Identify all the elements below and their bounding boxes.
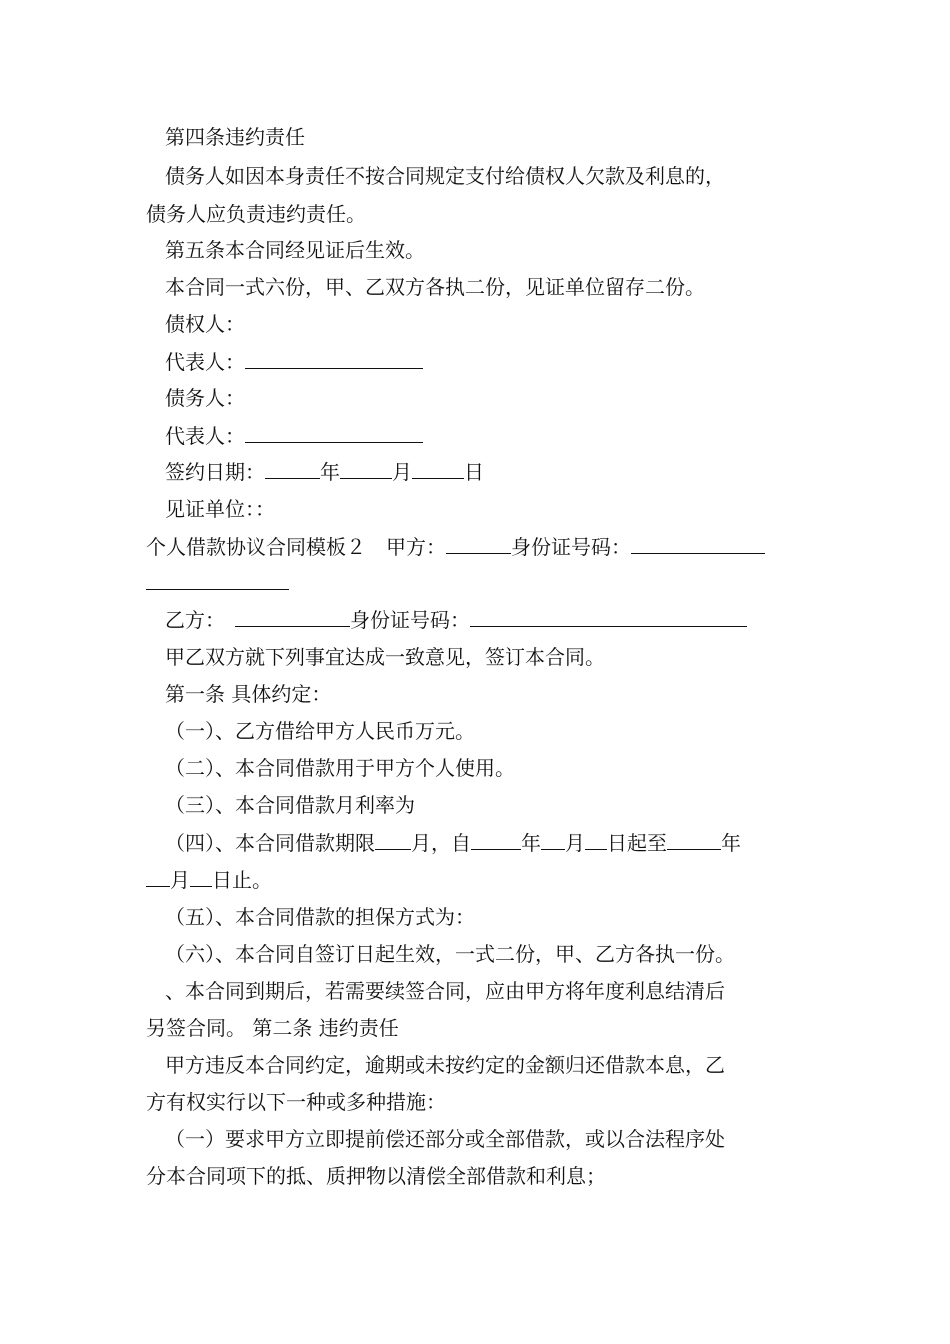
clause-1: （一）、乙方借给甲方人民币万元。 <box>165 719 475 743</box>
start-year-blank <box>471 827 521 850</box>
representative-label: 代表人： <box>165 350 245 374</box>
paragraph-line: 、本合同到期后，若需要续签合同，应由甲方将年度利息结清后 <box>165 979 725 1003</box>
article-1-heading: 第一条 具体约定： <box>165 682 332 706</box>
until-label: 日起至 <box>607 831 667 855</box>
paragraph-line: 甲乙双方就下列事宜达成一致意见，签订本合同。 <box>165 645 605 669</box>
clause-3: （三）、本合同借款月利率为 <box>165 793 415 817</box>
clause-5: （五）、本合同借款的担保方式为： <box>165 905 475 929</box>
template-2-title-line <box>146 531 810 561</box>
id-blank-continuation <box>146 567 810 597</box>
remedy-1: （一）要求甲方立即提前偿还部分或全部借款，或以合法程序处 <box>165 1127 725 1151</box>
paragraph-line: 本合同一式六份，甲、乙双方各执二份，见证单位留存二份。 <box>165 275 705 299</box>
day-blank <box>412 456 464 479</box>
clause-2: （二）、本合同借款用于甲方个人使用。 <box>165 756 515 780</box>
party-b-line <box>165 604 810 634</box>
year-label: 年 <box>320 460 340 484</box>
template-title: 个人借款协议合同模板２ 甲方： <box>146 535 446 559</box>
witness-unit-label: 见证单位：： <box>165 497 275 521</box>
paragraph-line: 方有权实行以下一种或多种措施： <box>146 1090 446 1114</box>
party-a-id-blank <box>631 531 765 554</box>
clause-6: （六）、本合同自签订日起生效，一式二份，甲、乙方各执一份。 <box>165 942 735 966</box>
clause-4 <box>165 827 810 857</box>
month-blank <box>340 456 392 479</box>
article-5-heading: 第五条本合同经见证后生效。 <box>165 238 425 262</box>
signing-date-label: 签约日期： <box>165 460 265 484</box>
article-4-heading: 第四条违约责任 <box>165 125 305 149</box>
month-label: 月 <box>392 460 412 484</box>
id-number-label: 身份证号码： <box>511 535 631 559</box>
month-label: 月 <box>565 831 585 855</box>
year-blank <box>265 456 320 479</box>
term-months-blank <box>375 827 411 850</box>
end-day-blank <box>190 864 212 887</box>
year-label: 年 <box>521 831 541 855</box>
party-a-id-blank-continued <box>146 567 289 590</box>
party-b-label: 乙方： <box>165 608 215 632</box>
representative-label: 代表人： <box>165 424 245 448</box>
debtor-label: 债务人： <box>165 386 245 410</box>
id-number-label: 身份证号码： <box>350 608 470 632</box>
end-label: 日止。 <box>212 868 272 892</box>
party-a-name-blank <box>446 531 511 554</box>
article-2-heading-line: 另签合同。 第二条 违约责任 <box>146 1016 399 1040</box>
year-label: 年 <box>721 831 741 855</box>
creditor-representative-line <box>165 346 810 376</box>
start-day-blank <box>585 827 607 850</box>
signature-blank <box>245 346 423 369</box>
paragraph-line: 债务人应负责违约责任。 <box>146 202 366 226</box>
paragraph-line: 甲方违反本合同约定，逾期或未按约定的金额归还借款本息，乙 <box>165 1053 725 1077</box>
creditor-label: 债权人： <box>165 312 245 336</box>
from-label: 月，自 <box>411 831 471 855</box>
term-label: （四）、本合同借款期限 <box>165 831 375 855</box>
party-b-name-blank <box>235 604 350 627</box>
month-label: 月 <box>170 868 190 892</box>
paragraph-line: 债务人如因本身责任不按合同规定支付给债权人欠款及利息的， <box>165 164 725 188</box>
paragraph-line: 分本合同项下的抵、质押物以清偿全部借款和利息； <box>146 1164 606 1188</box>
party-b-id-blank <box>470 604 747 627</box>
day-label: 日 <box>464 460 484 484</box>
start-month-blank <box>541 827 565 850</box>
end-month-blank <box>146 864 170 887</box>
debtor-representative-line <box>165 420 810 450</box>
end-year-blank <box>667 827 721 850</box>
clause-4-continuation <box>146 864 810 894</box>
signing-date-line <box>165 456 810 486</box>
signature-blank <box>245 420 423 443</box>
